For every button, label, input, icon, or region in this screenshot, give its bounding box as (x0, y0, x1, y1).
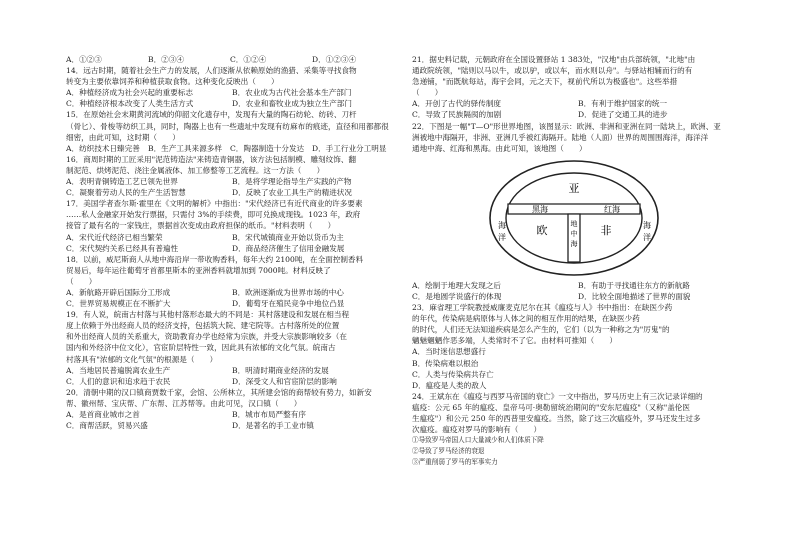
q22-text-line: 通地中海、红海和黑海。由此可知，该地图（ ） (412, 143, 587, 153)
q19-options-row (66, 365, 392, 376)
q23-option-b: B．传染病难以根治 (412, 358, 479, 368)
ocean-right-label: 海 (643, 220, 651, 230)
q17-options-row (66, 232, 392, 243)
question-19 (66, 309, 392, 387)
mediterranean-label-2: 中 (570, 229, 578, 238)
q13-options (66, 54, 392, 65)
q24-text-line: 瘟疫：公元 65 年的瘟疫、皇帝马可·奥勒留统治期间的"安东尼瘟疫"（又称"盖伦医 (412, 402, 690, 412)
q14-options-row (66, 87, 392, 98)
red-sea-label: 红海 (604, 204, 620, 214)
right-column (412, 54, 738, 468)
t-o-map (488, 158, 660, 278)
q15-text-line: 15．在原始社会末期黄河流域的仰韶文化遗存中，发现有大量的陶石纺轮、纺砖、刀杆 (66, 110, 357, 120)
q15-option-c: C．陶器制造十分发达 (230, 143, 305, 153)
q17-text-line: 接管了最有名的一家钱庄，票据首次变成由政府担保的纸币。"材料表明（ ） (66, 221, 336, 231)
q18-option-d: D．葡萄牙在殖民竞争中地位凸显 (232, 299, 345, 309)
africa-label: 非 (600, 223, 612, 237)
q20-option-a: A．是首商业城市之首 (66, 410, 140, 419)
q14-text-line: 转变为主要依靠饲养和种植获取食物。这种变化反映出（ ） (66, 77, 279, 87)
q14-option-b: B．农业成为古代社会基本生产部门 (232, 88, 352, 98)
q16-options-row (66, 187, 392, 198)
ocean-left-label-2: 洋 (498, 232, 506, 242)
q13-option-c: C．①②④ (230, 55, 267, 64)
question-16 (66, 154, 392, 198)
question-14 (66, 65, 392, 109)
q17-option-c: C．宋代契约关系已经具有普遍性 (66, 243, 179, 253)
q19-options-row (66, 376, 392, 387)
q24-item: ①导致罗马帝国人口大量减少和人们体质下降 (412, 436, 544, 445)
q20-option-b: B．城市布局严整有序 (232, 410, 306, 419)
q21-option-a: A．开创了古代的驿传制度 (412, 99, 502, 109)
question-18 (66, 254, 392, 309)
europe-label: 欧 (536, 223, 548, 237)
black-sea-label: 黑海 (532, 204, 548, 214)
q21-text-line: 通政院统领，"陆则以马以牛，或以驴，或以车，而水则以舟"。与驿站相辅而行的有 (412, 66, 693, 76)
q15-text-line: （骨匕）、骨梭等纺织工具，同时，陶器上也有一些遗址中发现有纺麻布的痕迹，直径和用都都很 (66, 121, 389, 131)
q15-option-d: D．手工行业分工明显 (312, 143, 387, 153)
q21-text-line: 急递铺，"而既航每站，海宇会同，元之天下，视前代所以为极盛也"。这些举措 (412, 77, 678, 87)
q16-option-c: C．凝聚着劳动人民的生产生活智慧 (66, 188, 186, 198)
q14-option-d: D．农业和畜牧业成为独立生产部门 (232, 99, 352, 109)
q20-option-d: D．是著名的手工业市镇 (232, 421, 315, 431)
q15-options (66, 143, 392, 154)
q19-option-b: B．明清时期商业经济的发展 (232, 365, 329, 375)
q13-option-b: B．②③④ (148, 55, 184, 64)
q21-options-row (412, 109, 738, 120)
q21-options-row (412, 98, 738, 109)
q18-option-c: C．世界贸易规模正在不断扩大 (66, 299, 171, 309)
question-22 (412, 121, 738, 302)
q16-text-line: 16．商周时期的工匠采用"泥范铸造法"来铸造青铜器，该方法包括制模、雕刻纹饰、翻 (66, 154, 357, 164)
question-15 (66, 109, 392, 153)
q19-option-a: A．当地居民普遍脱离农业生产 (66, 365, 171, 375)
q18-text-line: （ ） (66, 276, 97, 286)
q23-text-line: 的年代，传染病是病原体与人体之间的相互作用的结果，在缺医少药 (412, 314, 640, 324)
q14-text-line: 14．远古时期，随着社会生产力的发展，人们逐渐从依赖原始的渔猎、采集等寻找食物 (66, 66, 357, 76)
q17-text-line: ……私人金融家开始发行票据，只需付 3%的手续费，即可兑换成现钱。1023 年，政府 (66, 210, 361, 220)
q16-option-a: A．表明青铜铸造工艺已领先世界 (66, 177, 178, 187)
q15-option-b: B．生产工具来源多样 (148, 143, 222, 153)
q22-option-b: B．有助于寻找通往东方的新航路 (578, 280, 690, 290)
q20-options-row (66, 420, 392, 431)
q20-text-line: 20．清朝中期的汉口镇商贾数千家，会馆、公所林立，其所建会馆的商帮较有势力，如新安 (66, 387, 372, 397)
q22-text-line: 22．下图是一幅"T—O"形世界地图，该图显示：欧洲、非洲和亚洲在同一陆块上，欧洲、亚 (412, 121, 721, 131)
q21-text-line: 21．据史料记载，元朝政府在全国设置驿站 1 383处，"汉地"由兵部统领，"北地"由 (412, 55, 696, 64)
q15-option-a: A．纺织技术日臻完善 (66, 143, 140, 153)
q23-text-line: 23．麻省理工学院教授威廉麦克尼尔在其《瘟疫与人》书中指出：在缺医少药 (412, 303, 673, 313)
q24-item: ③严重削弱了罗马的军事实力 (412, 458, 498, 467)
question-21 (412, 54, 738, 121)
q22-options-row (412, 291, 738, 302)
question-17 (66, 198, 392, 253)
q23-text-line: 魑魅魍魉作恶多端，人类常时不了它。由材料可推知（ ） (412, 336, 618, 346)
q19-text-line: 度上依赖于外出经商人员的经济支持，包括筑大院、建宅院等。古村落所处的位置 (66, 321, 340, 331)
q17-option-b: B．宋代城镇商业开始以货币为主 (232, 232, 344, 242)
q16-option-b: B．是将学理论指导生产实践的产物 (232, 177, 352, 187)
q15-text-line: 细密，由此可知，这时期（ ） (66, 132, 180, 142)
ocean-right-label-2: 洋 (643, 232, 651, 242)
q24-text-line: 24．王斌东在《瘟疫与西罗马帝国的衰亡》一文中指出，罗马历史上有三次记录详细的 (412, 391, 703, 401)
q22-text-line: 洲被地中海隔开，非洲、亚洲几乎被红海隔开。陆地（人面）世界的周围围海洋，海洋洋 (412, 132, 709, 142)
q19-option-d: D．深受文人和官宦阶层的影响 (232, 376, 337, 386)
ocean-left-label: 海 (498, 220, 506, 230)
q20-options-row (66, 409, 392, 420)
q16-option-d: D．反映了农业工具生产的精进状况 (232, 188, 352, 198)
question-24 (412, 391, 738, 469)
left-column (66, 54, 392, 431)
t-o-map-figure (412, 158, 738, 278)
q24-text-line: 次瘟疫。瘟疫对罗马的影响有（ ） (412, 425, 542, 435)
q22-option-a: A．绘制于地理大发现之后 (412, 280, 502, 290)
q19-text-line: 19．有人说，皖南古村落与其他村落形态最大的不同是：其村落建设和发展在相当程 (66, 310, 350, 320)
q13-option-a: A．①②③ (66, 55, 102, 64)
q18-option-b: B．欧洲逐渐成为世界市场的中心 (232, 287, 344, 297)
q18-options-row (66, 298, 392, 309)
q19-text-line: 国内和外经济中位文化），官宦阶层特性一致，因此具有浓郁的文化气氛。皖南古 (66, 343, 336, 353)
q14-options-row (66, 98, 392, 109)
q21-option-b: B．有利于维护国家的统一 (578, 99, 668, 109)
q22-options-row (412, 280, 738, 291)
q20-text-line: 帮、徽州帮、宝庆帮、广东帮、江苏帮等。由此可见，汉口镇（ ） (66, 398, 302, 408)
q19-text-line: 和外出经商人员的关系重大，资助教育办学也经常为宗族，并受大宗族影响较多（在 (66, 332, 347, 342)
q18-text-line: 18．以前，威尼斯商人从地中海沿岸一带收购香料，每年大约 2100吨，在全面控制香料 (66, 254, 364, 264)
q21-option-d: D．促进了交通工具的进步 (578, 110, 668, 120)
q23-option-d: D．瘟疫是人类的敌人 (412, 380, 487, 390)
q23-option-c: C．人类与传染病共存亡 (412, 369, 494, 379)
q21-text-line: （ ） (412, 88, 443, 98)
q23-text-line: 的时代，人们还无法知道疾病是怎么产生的，它们（以为一种称之为"厉鬼"的 (412, 325, 670, 335)
q17-text-line: 17．美国学者查尔斯·霍里在《文明的解析》中指出："宋代经济已有近代商业的许多要素 (66, 199, 363, 209)
q17-option-a: A．宋代近代经济已相当繁荣 (66, 232, 163, 242)
q17-option-d: D．商品经济催生了信用金融发展 (232, 243, 345, 253)
q16-options-row (66, 176, 392, 187)
q14-option-c: C．种植经济根本改变了人类生活方式 (66, 99, 194, 109)
question-20 (66, 387, 392, 431)
q16-text-line: 制泥范、烘烤泥范、浇注金属液体、加工修整等工艺流程。这一方法（ ） (66, 165, 325, 175)
q13-option-d: D．①②③④ (312, 55, 357, 64)
q18-options-row (66, 287, 392, 298)
mediterranean-label-1: 地 (570, 219, 578, 228)
q23-option-a: A．当时迷信思想盛行 (412, 347, 486, 357)
q21-option-c: C．导致了民族隔阂的加剧 (412, 110, 502, 120)
q14-option-a: A．种植经济成为社会兴起的重要标志 (66, 88, 193, 98)
q17-options-row (66, 243, 392, 254)
asia-label: 亚 (568, 181, 580, 195)
q20-option-c: C．商帮活跃，贸易兴盛 (66, 421, 148, 431)
q19-text-line: 村落具有"浓郁的文化气氛"的根源是（ ） (66, 354, 218, 364)
q19-option-c: C．人们的意识和追求趋于农民 (66, 376, 171, 386)
q18-text-line: 贸易后，每年运往葡萄牙首都里斯本的亚洲香料就增加到 7000吨。材料反映了 (66, 265, 331, 275)
q24-item: ②导致了罗马经济的衰退 (412, 447, 485, 456)
horizontal-seas-band (508, 204, 640, 214)
mediterranean-label-3: 海 (570, 239, 578, 248)
question-23 (412, 302, 738, 391)
q22-option-d: D．比较全面地描述了世界的面貌 (578, 291, 691, 301)
q24-text-line: 生瘟疫"）和公元 250 年的西普里安瘟疫。当然，除了这三次瘟疫外，罗马还发生过多 (412, 413, 701, 423)
q18-option-a: A．新航路开辟后国际分工形成 (66, 287, 171, 297)
q22-option-c: C．是地圆学说盛行的体现 (412, 291, 502, 301)
